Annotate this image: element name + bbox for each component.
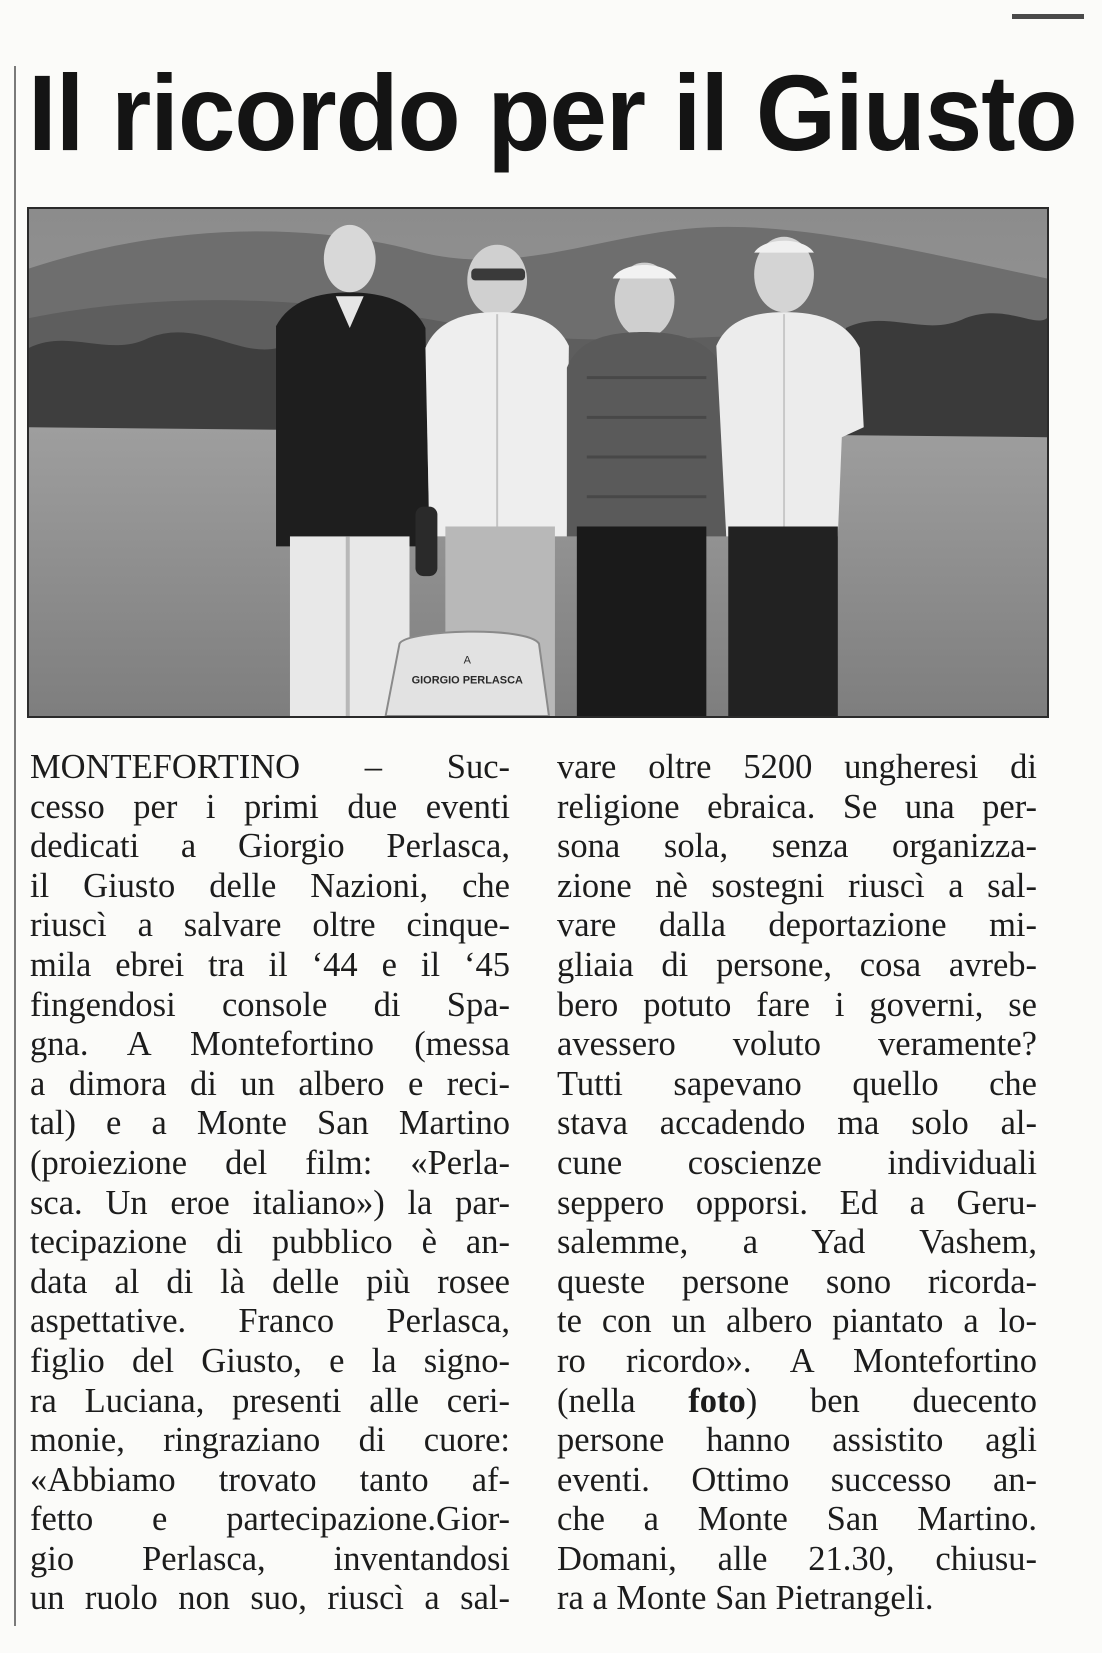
headline: Il ricordo per il Giusto (28, 52, 1077, 173)
text-line: gio Perlasca, inventandosi (30, 1539, 510, 1578)
text-line: eventi. Ottimo successo an- (557, 1460, 1037, 1499)
text-line: riuscì a salvare oltre cinque- (30, 906, 510, 945)
bold-word-foto: foto (688, 1381, 746, 1420)
text-line: bero potuto fare i governi, se (557, 985, 1037, 1024)
plaque-line-1: A (463, 654, 471, 667)
text-line: salemme, a Yad Vashem, (557, 1223, 1037, 1262)
text-line: un ruolo non suo, riuscì a sal- (30, 1579, 510, 1618)
text-line: fetto e partecipazione.Gior- (30, 1500, 510, 1539)
text-line: fingendosi console di Spa- (30, 985, 510, 1024)
text-line: cune coscienze individuali (557, 1143, 1037, 1182)
text-line: stava accadendo ma solo al- (557, 1104, 1037, 1143)
text-line: mila ebrei tra il ‘44 e il ‘45 (30, 945, 510, 984)
article-column-right (557, 748, 1037, 1619)
text-line: dedicati a Giorgio Perlasca, (30, 827, 510, 866)
plaque-line-2: GIORGIO PERLASCA (411, 674, 523, 687)
text-line: MONTEFORTINO – Suc- (30, 748, 510, 786)
text-line: che a Monte San Martino. (557, 1500, 1037, 1539)
text-line: seppero opporsi. Ed a Geru- (557, 1183, 1037, 1222)
photo-trees-left (29, 332, 278, 437)
text-line: a dimora di un albero e reci- (30, 1064, 510, 1103)
text-line: sona sola, senza organizza- (557, 827, 1037, 866)
text-line: religione ebraica. Se una per- (557, 787, 1037, 826)
text-line: gliaia di persone, cosa avreb- (557, 945, 1037, 984)
text-line: (proiezione del film: «Perla- (30, 1143, 510, 1182)
text-line: il Giusto delle Nazioni, che (30, 866, 510, 905)
text-line: cesso per i primi due eventi (30, 787, 510, 826)
text-line: queste persone sono ricorda- (557, 1262, 1037, 1301)
text-line: figlio del Giusto, e la signo- (30, 1341, 510, 1380)
text-line: vare oltre 5200 ungheresi di (557, 748, 1037, 786)
text-line: data al di là delle più rosee (30, 1262, 510, 1301)
text-fragment: (nella (557, 1381, 636, 1420)
text-line: aspettative. Franco Perlasca, (30, 1302, 510, 1341)
top-edge-rule (1012, 14, 1084, 19)
text-line: ra Luciana, presenti alle ceri- (30, 1381, 510, 1420)
text-line: Domani, alle 21.30, chiusu- (557, 1539, 1037, 1578)
memorial-plaque (386, 632, 549, 716)
text-line-mixed (557, 1382, 1037, 1422)
text-line: «Abbiamo trovato tanto af- (30, 1460, 510, 1499)
text-line: vare dalla deportazione mi- (557, 906, 1037, 945)
article-photo (27, 207, 1049, 718)
text-line: zione nè sostegni riuscì a sal- (557, 866, 1037, 905)
left-edge-rule (14, 66, 16, 1626)
text-line: ra a Monte San Pietrangeli. (557, 1579, 934, 1618)
text-line: avessero voluto veramente? (557, 1025, 1037, 1064)
text-line: monie, ringraziano di cuore: (30, 1421, 510, 1460)
text-line: tal) e a Monte San Martino (30, 1104, 510, 1143)
text-line: persone hanno assistito agli (557, 1421, 1037, 1460)
text-line: te con un albero piantato a lo- (557, 1302, 1037, 1341)
text-line: gna. A Montefortino (messa (30, 1025, 510, 1064)
text-line: tecipazione di pubblico è an- (30, 1223, 510, 1262)
article-column-left (30, 748, 510, 1619)
text-line: sca. Un eroe italiano») la par- (30, 1183, 510, 1222)
text-line: Tutti sapevano quello che (557, 1064, 1037, 1103)
text-line: ro ricordo». A Montefortino (557, 1341, 1037, 1380)
text-fragment: ) ben duecento (745, 1381, 1038, 1420)
